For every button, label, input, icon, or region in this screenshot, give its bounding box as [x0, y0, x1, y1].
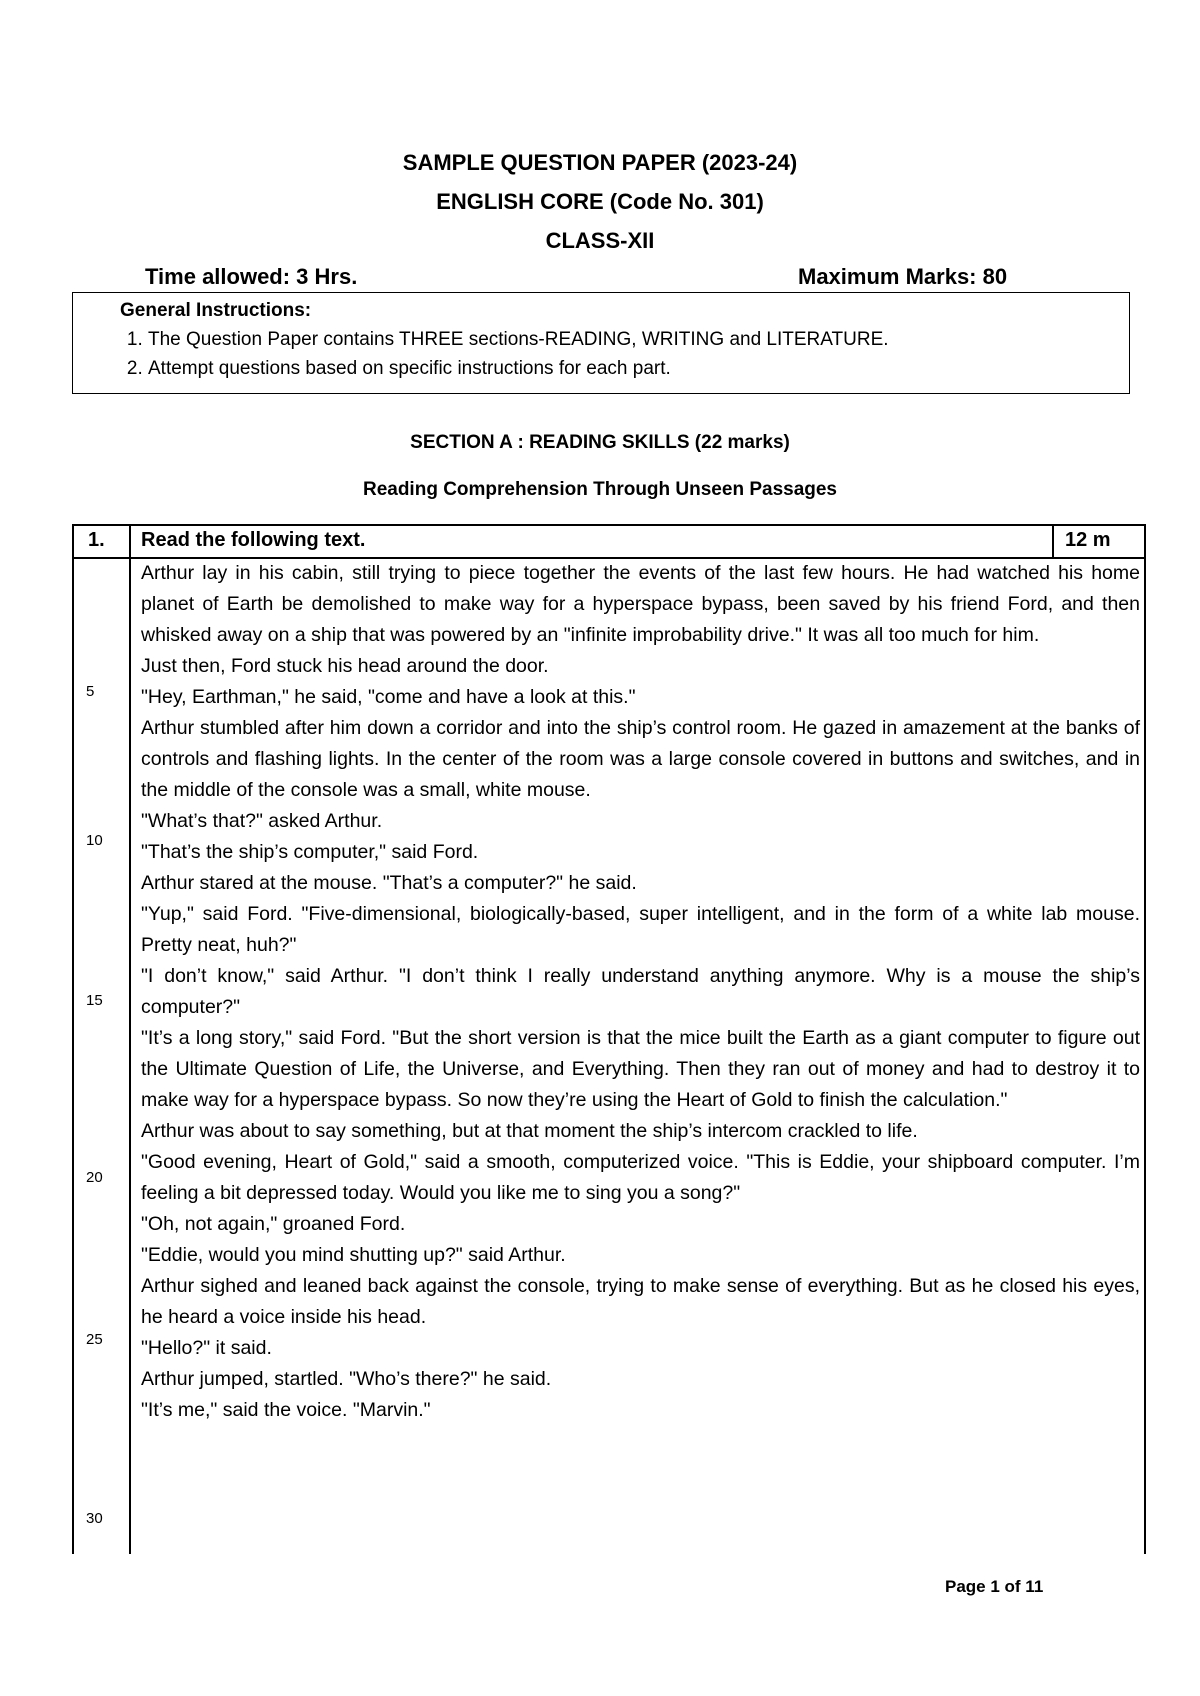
line-number: 20	[86, 1169, 103, 1186]
passage-paragraph: "Hello?" it said.	[141, 1337, 272, 1359]
table-marks-divider	[1052, 524, 1054, 558]
line-number: 15	[86, 992, 103, 1009]
passage-text	[141, 558, 1140, 1426]
paper-class: CLASS-XII	[545, 228, 655, 253]
line-number: 25	[86, 1331, 103, 1348]
general-instructions-box	[72, 292, 1130, 394]
passage-paragraph: Arthur lay in his cabin, still trying to piece together the events of the last few hours. He had watched his home planet of Earth be demolished to make way for a hyperspace bypass, been saved by his friend Ford, and then whisked away on a ship that was powered by an "infinite improbability drive." It was all too much for him.	[141, 562, 1140, 646]
table-column-divider	[129, 524, 131, 1554]
passage-paragraph: "Hey, Earthman," he said, "come and have a look at this."	[141, 686, 636, 708]
instruction-item: 1. The Question Paper contains THREE sections-READING, WRITING and LITERATURE.	[148, 325, 1129, 354]
line-number: 30	[86, 1510, 103, 1527]
question-marks: 12 m	[1065, 529, 1111, 551]
table-border-right	[1144, 524, 1146, 1554]
question-table	[72, 524, 1145, 1554]
passage-paragraph: "I don’t know," said Arthur. "I don’t think I really understand anything anymore. Why is a mouse the ship’s computer?"	[141, 965, 1140, 1018]
passage-paragraph: Arthur stumbled after him down a corridor and into the ship’s control room. He gazed in amazement at the banks of controls and flashing lights. In the center of the room was a large console covered in buttons and switches, and in the middle of the console was a small, white mouse.	[141, 717, 1140, 801]
question-number: 1.	[88, 529, 105, 551]
passage-paragraph: Just then, Ford stuck his head around the door.	[141, 655, 549, 677]
passage-paragraph: "Good evening, Heart of Gold," said a smooth, computerized voice. "This is Eddie, your shipboard computer. I’m feeling a bit depressed today. Would you like me to sing you a song?"	[141, 1151, 1140, 1204]
passage-paragraph: "Eddie, would you mind shutting up?" said Arthur.	[141, 1244, 566, 1266]
passage-paragraph: Arthur jumped, startled. "Who’s there?" he said.	[141, 1368, 552, 1390]
section-subtitle: Reading Comprehension Through Unseen Passages	[362, 479, 838, 500]
passage-paragraph: "Yup," said Ford. "Five-dimensional, biologically-based, super intelligent, and in the form of a white lab mouse. Pretty neat, huh?"	[141, 903, 1140, 956]
time-allowed: Time allowed: 3 Hrs.	[145, 264, 358, 289]
passage-paragraph: "What’s that?" asked Arthur.	[141, 810, 383, 832]
question-prompt: Read the following text.	[141, 529, 366, 551]
line-number: 10	[86, 832, 103, 849]
maximum-marks: Maximum Marks: 80	[798, 264, 1008, 289]
section-title: SECTION A : READING SKILLS (22 marks)	[410, 432, 790, 453]
paper-subject: ENGLISH CORE (Code No. 301)	[436, 189, 764, 214]
passage-paragraph: "It’s a long story," said Ford. "But the short version is that the mice built the Earth as a giant computer to figure out the Ultimate Question of Life, the Universe, and Everything. Then they ran out of money and had to destroy it to make way for a hyperspace bypass. So now they’re using the Heart of Gold to finish the calculation."	[141, 1027, 1140, 1111]
passage-paragraph: "It’s me," said the voice. "Marvin."	[141, 1399, 431, 1421]
instructions-list	[120, 325, 1129, 383]
passage-paragraph: "That’s the ship’s computer," said Ford.	[141, 841, 479, 863]
general-instructions-title: General Instructions:	[120, 300, 312, 321]
passage-paragraph: Arthur stared at the mouse. "That’s a computer?" he said.	[141, 872, 637, 894]
line-number: 5	[86, 683, 95, 700]
page-number: Page 1 of 11	[945, 1577, 1044, 1596]
table-border-left	[72, 524, 74, 1554]
passage-paragraph: "Oh, not again," groaned Ford.	[141, 1213, 406, 1235]
passage-paragraph: Arthur was about to say something, but at that moment the ship’s intercom crackled to life.	[141, 1120, 918, 1142]
paper-title: SAMPLE QUESTION PAPER (2023-24)	[402, 150, 798, 175]
instruction-item: 2. Attempt questions based on specific instructions for each part.	[148, 354, 1129, 383]
passage-paragraph: Arthur sighed and leaned back against the console, trying to make sense of everything. But as he closed his eyes, he heard a voice inside his head.	[141, 1275, 1140, 1328]
